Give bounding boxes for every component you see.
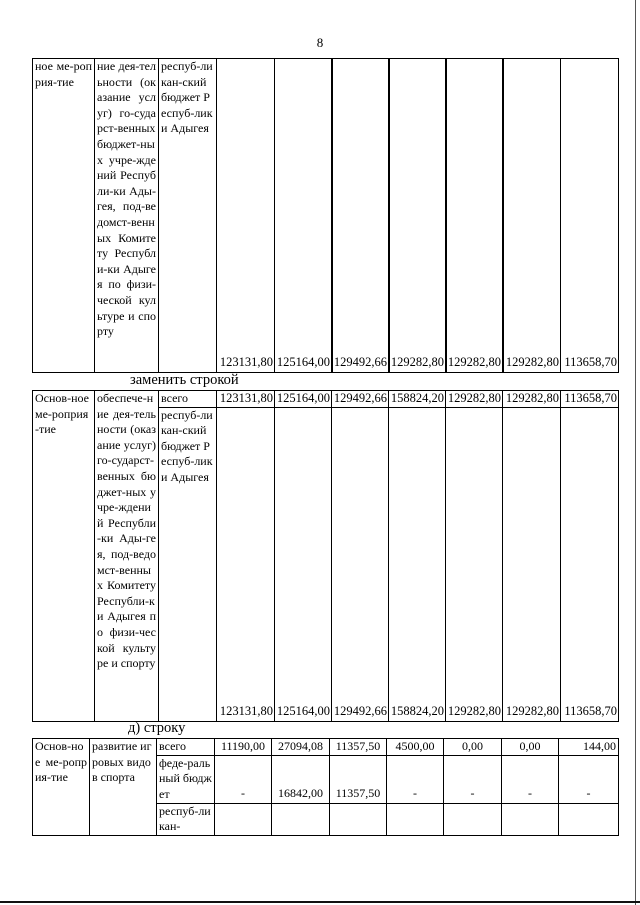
measure-type-cell: ное ме-роприя-тие: [33, 59, 95, 373]
value-cell: 113658,70: [561, 391, 619, 408]
empty-cell: [330, 803, 387, 835]
measure-name-cell: ние дея-тельности (оказание услуг) го-сударст-венных бюджет-ных учре-ждений Республи-ки Ады-гея, под-ведомст-венных Комитету Республи-ки Адыгея по физи-ческой культуре и спорту: [95, 59, 159, 373]
value-cell: 125164,00: [275, 391, 332, 408]
value-cell: -: [387, 755, 444, 803]
measure-name-cell: развитие игровых видов спорта: [90, 739, 157, 836]
table-replacement: [32, 390, 619, 722]
value-cell: 11357,50: [330, 755, 387, 803]
table-row: [33, 739, 619, 756]
empty-cell: [387, 803, 444, 835]
value-cell: -: [444, 755, 502, 803]
empty-cell: [215, 803, 272, 835]
page-right-edge: [635, 0, 636, 905]
funding-source-cell: респуб-ликан-: [157, 803, 215, 835]
value-cell: 113658,70: [561, 407, 619, 721]
table-row: [217, 59, 619, 373]
caption-section-d: д) строку: [128, 720, 186, 736]
value-cell: 11190,00: [215, 739, 272, 756]
value-cell: 129492,66: [332, 59, 389, 373]
value-cell: 144,00: [559, 739, 619, 756]
value-cell: 0,00: [502, 739, 559, 756]
value-cell: 113658,70: [561, 59, 619, 373]
value-cell: 129282,80: [446, 391, 503, 408]
value-cell: 129282,80: [389, 59, 446, 373]
value-cell: -: [215, 755, 272, 803]
funding-source-cell: респуб-ликан-ский бюджет Респуб-лики Адыгея: [159, 59, 217, 373]
empty-cell: [502, 803, 559, 835]
value-cell: 125164,00: [275, 59, 332, 373]
caption-replace: заменить строкой: [130, 372, 239, 388]
value-cell: 129492,66: [332, 407, 389, 721]
value-cell: 0,00: [444, 739, 502, 756]
page-bottom-edge: [0, 901, 640, 903]
measure-type-cell: Основ-ное ме-роприя-тие: [33, 739, 90, 836]
value-cell: 158824,20: [389, 391, 446, 408]
value-cell: 11357,50: [330, 739, 387, 756]
measure-type-cell: Основ-ное ме-роприя-тие: [33, 391, 95, 722]
page-number: 8: [316, 35, 324, 50]
empty-cell: [559, 803, 619, 835]
value-cell: -: [559, 755, 619, 803]
funding-source-cell: феде-ральный бюджет: [157, 755, 215, 803]
value-cell: 129282,80: [446, 407, 503, 721]
value-cell: 27094,08: [272, 739, 330, 756]
value-cell: 125164,00: [275, 407, 332, 721]
total-label-cell: всего: [157, 739, 215, 756]
value-cell: 16842,00: [272, 755, 330, 803]
empty-cell: [444, 803, 502, 835]
value-cell: 123131,80: [217, 407, 275, 721]
value-cell: 4500,00: [387, 739, 444, 756]
value-cell: 129282,80: [503, 407, 561, 721]
value-cell: 129282,80: [503, 59, 561, 373]
table-game-sports: [32, 738, 619, 836]
table-continuation-values: [216, 58, 619, 373]
value-cell: -: [502, 755, 559, 803]
value-cell: 123131,80: [217, 59, 275, 373]
value-cell: 158824,20: [389, 407, 446, 721]
table-row: [33, 391, 619, 408]
total-label-cell: всего: [159, 391, 217, 408]
measure-name-cell: обеспече-ние дея-тельности (оказание услуг) го-сударст-венных бюджет-ных учре-ждений Республи-ки Ады-гея, под-ведомст-венных Комитету Республи-ки Адыгея по физи-ческой культуре и спорту: [95, 391, 159, 722]
empty-cell: [272, 803, 330, 835]
value-cell: 129492,66: [332, 391, 389, 408]
value-cell: 123131,80: [217, 391, 275, 408]
value-cell: 129282,80: [503, 391, 561, 408]
funding-source-cell: респуб-ликан-ский бюджет Респуб-лики Адыгея: [159, 407, 217, 721]
value-cell: 129282,80: [446, 59, 503, 373]
